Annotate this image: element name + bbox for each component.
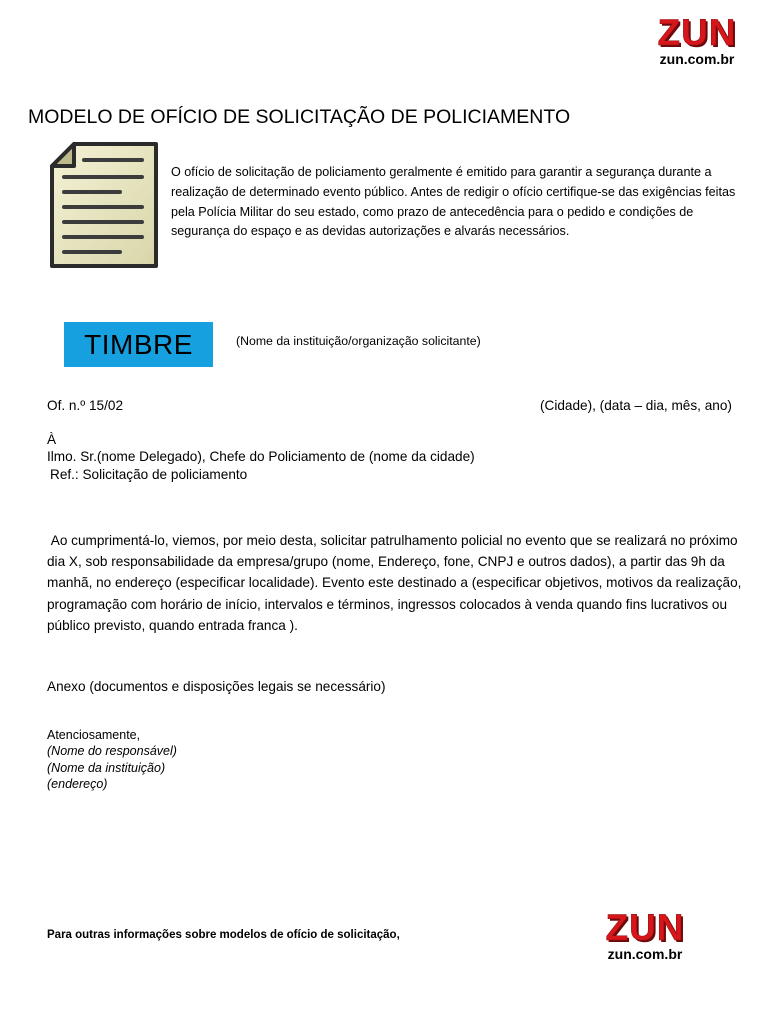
timbre-label: TIMBRE [84, 328, 193, 360]
zun-logo-bottom [598, 909, 692, 961]
closing: Atenciosamente, [47, 728, 141, 742]
timbre-box [64, 322, 213, 367]
addressee: Ilmo. Sr.(nome Delegado), Chefe do Policiamento de (nome da cidade) [47, 449, 475, 464]
logo-brand: ZUN [657, 12, 737, 53]
signature-institution: (Nome da instituição) [47, 761, 166, 775]
letter-body [47, 530, 747, 636]
annex-line: Anexo (documentos e disposições legais se necessário) [47, 679, 386, 694]
logo-domain: zun.com.br [607, 946, 683, 962]
page-title: MODELO DE OFÍCIO DE SOLICITAÇÃO DE POLICIAMENTO [28, 106, 571, 128]
footer-text: Para outras informações sobre modelos de ofício de solicitação, [47, 929, 400, 941]
logo-brand: ZUN [605, 907, 685, 948]
document-icon [48, 140, 160, 270]
subject-line: Ref.: Solicitação de policiamento [50, 467, 248, 482]
zun-logo-top [650, 14, 744, 66]
institution-name: (Nome da instituição/organização solicitante) [236, 334, 481, 348]
recipient-prefix: À [47, 432, 57, 447]
reference-number: Of. n.º 15/02 [47, 398, 124, 413]
date-place: (Cidade), (data – dia, mês, ano) [540, 398, 732, 413]
signature-name: (Nome do responsável) [47, 744, 177, 758]
signature-address: (endereço) [47, 777, 108, 791]
letter-body-text: Ao cumprimentá-lo, viemos, por meio desta, solicitar patrulhamento policial no evento que se realizará no próximo dia X, sob responsabilidade da empresa/grupo (nome, Endereço, fone, CNPJ e outros dados), a partir das 9h da manhã, no endereço (especificar localidade). Evento este destinado a (especificar objetivos, motivos da realização, programação com horário de início, intervalos e términos, ingressos colocados à venda quando fins lucrativos ou público previsto, quando entrada franca ). [47, 533, 742, 633]
logo-domain: zun.com.br [659, 51, 735, 67]
intro-paragraph: O ofício de solicitação de policiamento geralmente é emitido para garantir a segurança durante a realização de determinado evento público. Antes de redigir o ofício certifique-se das exigências feitas pela Polícia Militar do seu estado, como prazo de antecedência para o pedido e condições de segurança do espaço e as devidas autorizações e alvarás necessários. [171, 165, 736, 239]
